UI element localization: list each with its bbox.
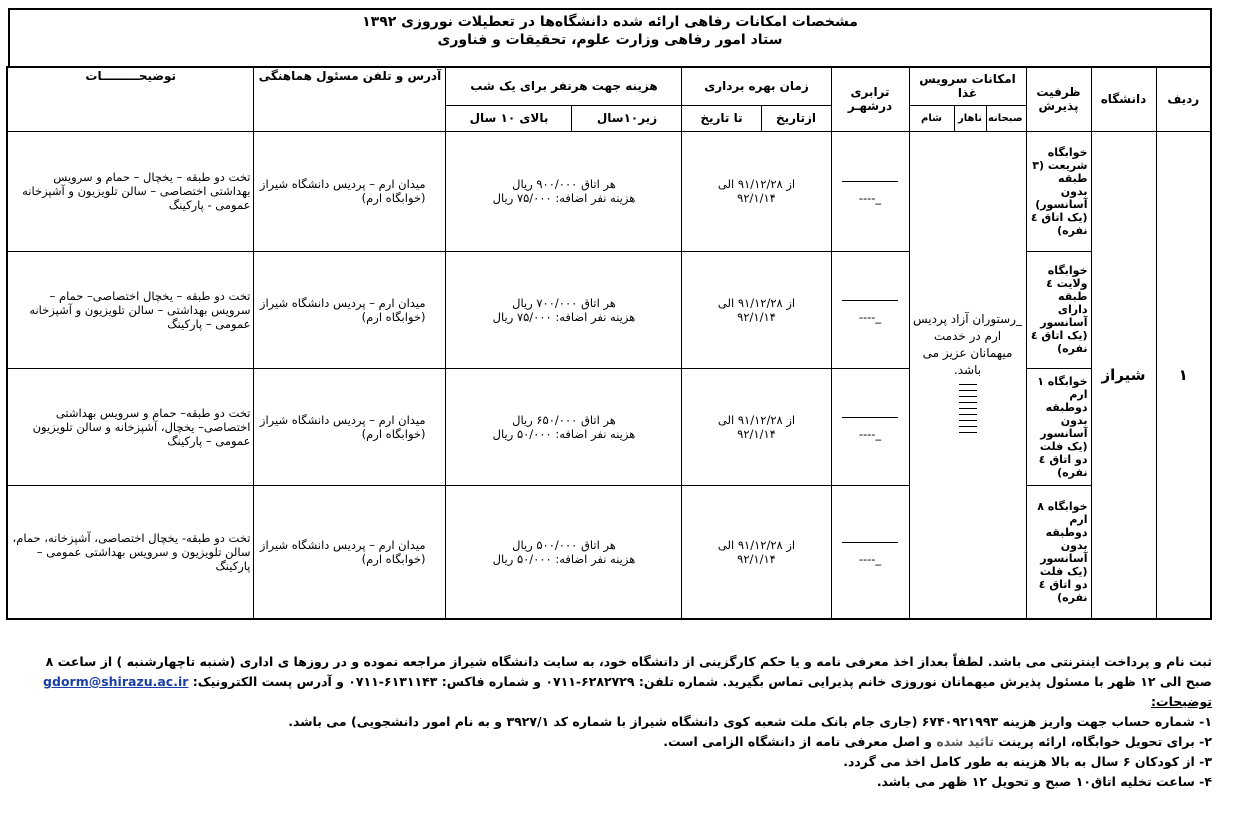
description-cell: تخت دو طبقه– حمام و سرویس بهداشتی اختصاصی– یخچال، آشپزخانه و سالن تلویزیون عمومی – پارکینگ bbox=[7, 368, 254, 485]
description-cell: تخت دو طبقه- یخچال اختصاصی، آشپزخانه، حمام، سالن تلویزیون و سرویس بهداشتی عمومی – پارکینگ bbox=[7, 485, 254, 619]
header-university: دانشگاه bbox=[1091, 67, 1156, 131]
cost-cell: هر اتاق ۵۰۰/۰۰۰ ریال هزینه نفر اضافه: ۵۰/۰۰۰ ریال bbox=[446, 485, 682, 619]
notes-intro-line-1: ثبت نام و پرداخت اینترنتی می باشد. لطفاً بعداز اخذ معرفی نامه و یا حکم کارگزینی از دانشگاه خود، به سایت دانشگاه شیراز مراجعه نموده و در روزها ی اداری (شنبه تاچهارشنبه ) از ساعت ۸ bbox=[45, 654, 1212, 669]
address-cell: میدان ارم – پردیس دانشگاه شیراز (خوابگاه ارم) bbox=[254, 251, 446, 368]
header-to-date: تا تاریخ bbox=[682, 105, 761, 131]
transport-cell: _---- bbox=[831, 368, 909, 485]
food-cell bbox=[909, 131, 1026, 619]
address-cell: میدان ارم – پردیس دانشگاه شیراز (خوابگاه ارم) bbox=[254, 485, 446, 619]
capacity-cell: خوابگاه ۸ ارم دوطبقه بدون آسانسور (یک فلت دو اتاق ٤ نفره) bbox=[1026, 485, 1091, 619]
time-cell: از ۹۱/۱۲/۲۸ الی ۹۲/۱/۱۴ bbox=[682, 251, 831, 368]
header-capacity: ظرفیت پذیرش bbox=[1026, 67, 1091, 131]
time-cell: از ۹۱/۱۲/۲۸ الی ۹۲/۱/۱۴ bbox=[682, 368, 831, 485]
notes-intro-line-2: صبح الی ۱۲ ظهر با مسئول پذیرش میهمانان نوروزی خانم پذیرایی تماس بگیرید. شماره تلفن: ۶۲۸۲۷۲۹-۰۷۱۱ و شماره فاکس: ۶۱۳۱۱۴۳-۰۷۱۱ و آدرس پست الکترونیک: gdorm@shirazu.ac.ir bbox=[43, 674, 1212, 689]
title-box bbox=[8, 8, 1212, 66]
university-name: شیراز bbox=[1091, 131, 1156, 619]
capacity-cell: خوابگاه ۱ ارم دوطبقه بدون آسانسور (یک فلت دو اتاق ٤ نفره) bbox=[1026, 368, 1091, 485]
header-time: زمان بهره برداری bbox=[682, 67, 831, 105]
header-transport: ترابری درشهـر bbox=[831, 67, 909, 131]
header-row-number: ردیف bbox=[1156, 67, 1211, 131]
notes-heading: توضیحات: bbox=[1151, 694, 1212, 709]
table-row bbox=[7, 131, 1211, 251]
table-row bbox=[7, 251, 1211, 368]
title-line-2: ستاد امور رفاهی وزارت علوم، تحقیقات و فناوری bbox=[437, 32, 783, 48]
cost-cell: هر اتاق ۹۰۰/۰۰۰ ریال هزینه نفر اضافه: ۷۵/۰۰۰ ریال bbox=[446, 131, 682, 251]
transport-cell: _---- bbox=[831, 251, 909, 368]
notes-section bbox=[22, 652, 1212, 792]
row-number: ۱ bbox=[1156, 131, 1211, 619]
header-cost: هزینه جهت هرنفر برای یک شب bbox=[446, 67, 682, 105]
time-cell: از ۹۱/۱۲/۲۸ الی ۹۲/۱/۱۴ bbox=[682, 131, 831, 251]
note-1: ۱- شماره حساب جهت واریز هزینه ۶۷۴۰۹۲۱۹۹۳ (جاری جام بانک ملت شعبه کوی دانشگاه شیراز با شماره کد ۳۹۲۷/۱ و به نام امور دانشجویی) می باشد. bbox=[288, 714, 1212, 729]
header-row-1 bbox=[7, 67, 1211, 105]
table-row bbox=[7, 485, 1211, 619]
header-under-10: زیر۱۰سال bbox=[572, 105, 682, 131]
document-sheet bbox=[8, 8, 1212, 620]
description-cell: تخت دو طبقه – یخچال اختصاصی– حمام – سرویس بهداشتی – سالن تلویزیون و آشپزخانه عمومی – پارکینگ bbox=[7, 251, 254, 368]
transport-cell: _---- bbox=[831, 131, 909, 251]
header-address: آدرس و تلفن مسئول هماهنگی bbox=[254, 67, 446, 131]
address-cell: میدان ارم – پردیس دانشگاه شیراز (خوابگاه ارم) bbox=[254, 368, 446, 485]
food-dash-list bbox=[913, 384, 1023, 433]
header-lunch: ناهار bbox=[954, 105, 986, 131]
header-dinner: شام bbox=[909, 105, 954, 131]
header-description: توضیحـــــــــات bbox=[7, 67, 254, 131]
header-from-date: ازتاریخ bbox=[761, 105, 831, 131]
title-line-1: مشخصات امکانات رفاهی ارائه شده دانشگاه‌ها در تعطیلات نوروزی ۱۳۹۲ bbox=[362, 14, 858, 30]
note-2: ۲- برای تحویل خوابگاه، ارائه پرینت تائید شده و اصل معرفی نامه از دانشگاه الزامی است. bbox=[663, 734, 1212, 749]
capacity-cell: خوابگاه شریعت (۳ طبقه بدون آسانسور) (یک اتاق ٤ نفره) bbox=[1026, 131, 1091, 251]
cost-cell: هر اتاق ۶۵۰/۰۰۰ ریال هزینه نفر اضافه: ۵۰/۰۰۰ ریال bbox=[446, 368, 682, 485]
email-link[interactable]: gdorm@shirazu.ac.ir bbox=[43, 674, 189, 689]
address-cell: میدان ارم – پردیس دانشگاه شیراز (خوابگاه ارم) bbox=[254, 131, 446, 251]
note-4: ۴- ساعت تخلیه اتاق۱۰ صبح و تحویل ۱۲ ظهر می باشد. bbox=[876, 774, 1212, 789]
facilities-table bbox=[6, 66, 1212, 620]
header-food: امکانات سرویس غذا bbox=[909, 67, 1026, 105]
description-cell: تخت دو طبقه – یخچال – حمام و سرویس بهداشتی اختصاصی – سالن تلویزیون و آشپزخانه عمومی - پارکینگ bbox=[7, 131, 254, 251]
note-3: ۳- از کودکان ۶ سال به بالا هزینه به طور کامل اخذ می گردد. bbox=[843, 754, 1212, 769]
time-cell: از ۹۱/۱۲/۲۸ الی ۹۲/۱/۱۴ bbox=[682, 485, 831, 619]
header-breakfast: صبحانه bbox=[986, 105, 1026, 131]
capacity-cell: خوابگاه ولایت ٤ طبقه دارای آسانسور (یک اتاق ٤ نفره) bbox=[1026, 251, 1091, 368]
food-text: _رستوران آزاد پردیس ارم در خدمت میهمانان عزیز می باشد. bbox=[913, 312, 1022, 378]
table-row bbox=[7, 368, 1211, 485]
transport-cell: _---- bbox=[831, 485, 909, 619]
cost-cell: هر اتاق ۷۰۰/۰۰۰ ریال هزینه نفر اضافه: ۷۵/۰۰۰ ریال bbox=[446, 251, 682, 368]
header-over-10: بالای ۱۰ سال bbox=[446, 105, 572, 131]
